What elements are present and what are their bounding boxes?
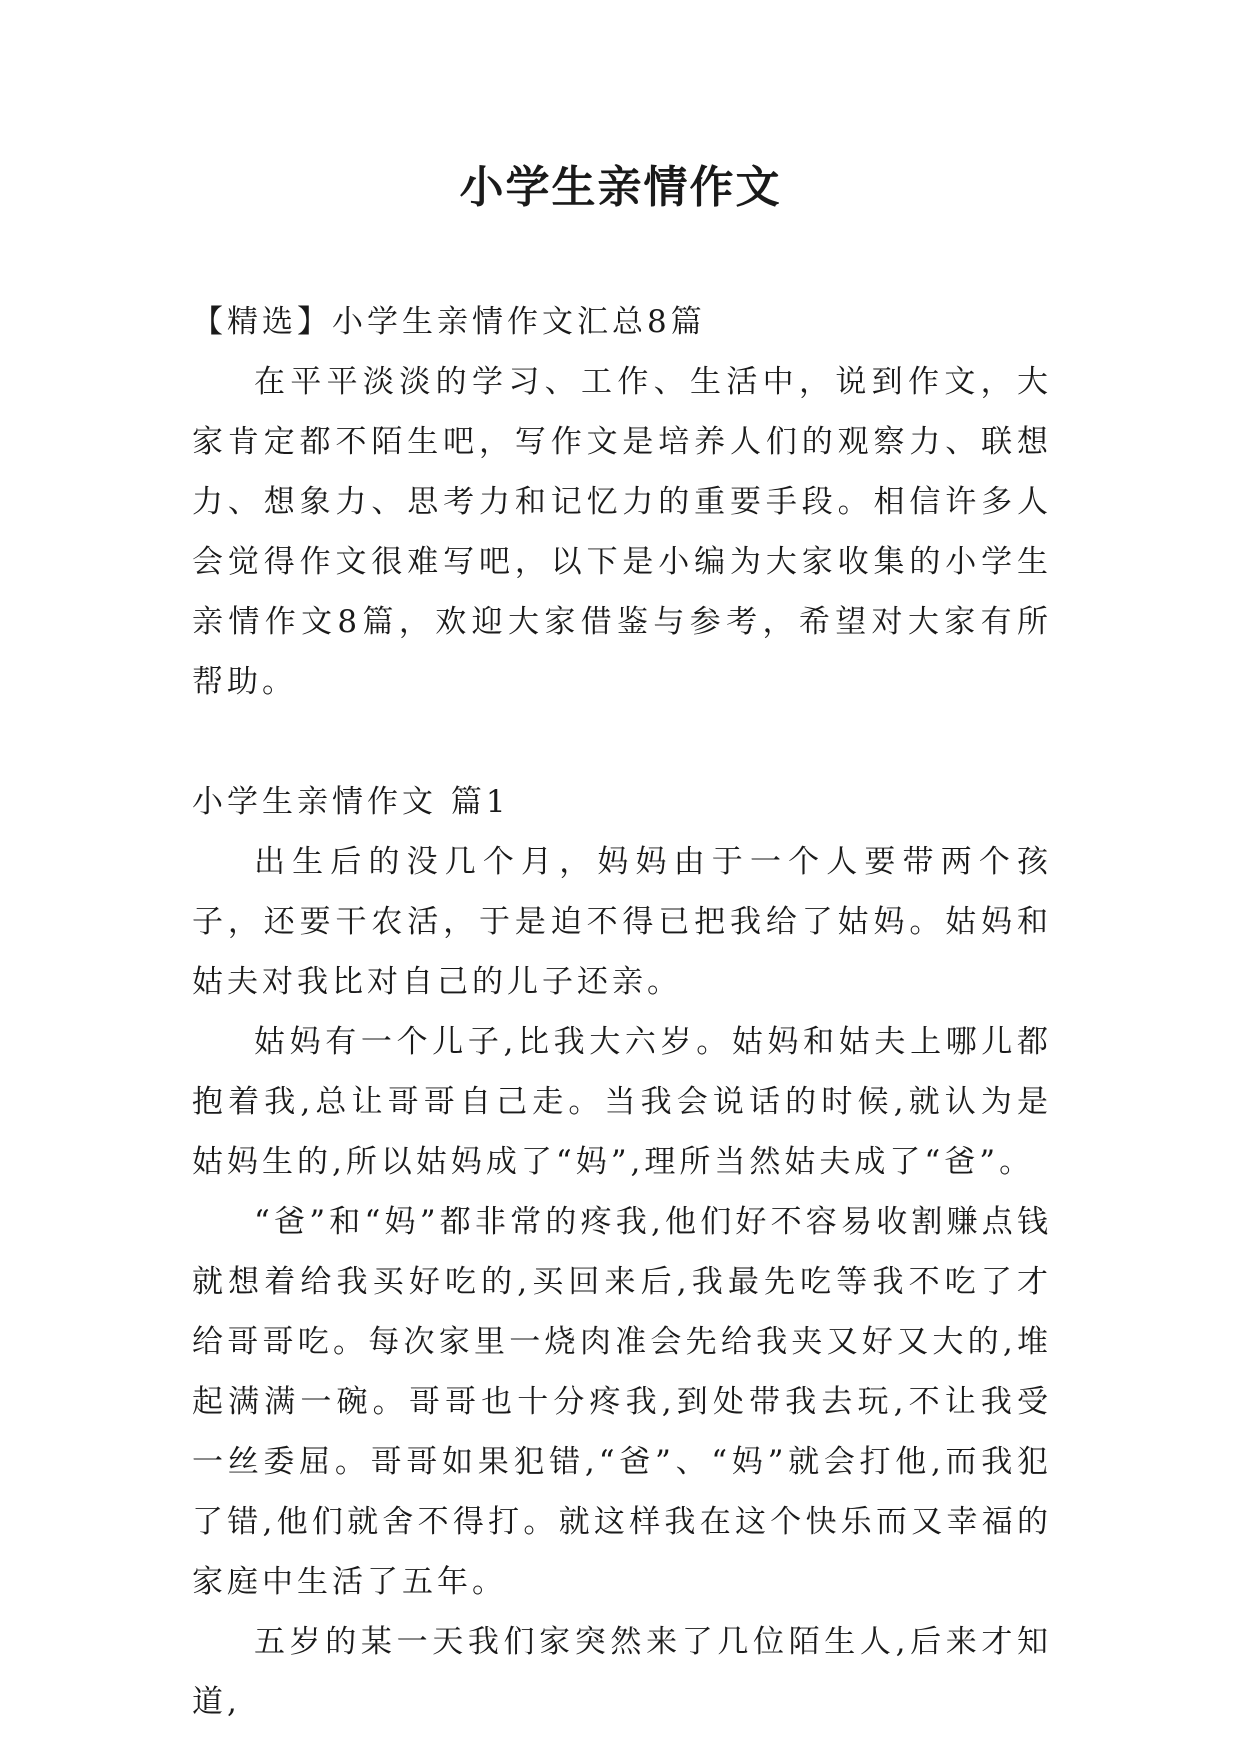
page-title: 小学生亲情作文 xyxy=(459,162,782,213)
body-paragraph: 姑妈有一个儿子,比我大六岁。姑妈和姑夫上哪儿都抱着我,总让哥哥自己走。当我会说话的时候,就认为是姑妈生的,所以姑妈成了“妈”,理所当然姑夫成了“爸”。 xyxy=(192,1024,1052,1180)
body-paragraph: 五岁的某一天我们家突然来了几位陌生人,后来才知道, xyxy=(192,1624,1052,1720)
section-spacer xyxy=(192,712,1052,772)
section-heading: 小学生亲情作文 篇1 xyxy=(192,784,510,820)
document-subtitle: 【精选】小学生亲情作文汇总8篇 xyxy=(192,304,706,340)
body-paragraph: “爸”和“妈”都非常的疼我,他们好不容易收割赚点钱就想着给我买好吃的,买回来后,我最先吃等我不吃了才给哥哥吃。每次家里一烧肉准会先给我夹又好又大的,堆起满满一碗。哥哥也十分疼我,到处带我去玩,不让我受一丝委屈。哥哥如果犯错,“爸”、“妈”就会打他,而我犯了错,他们就舍不得打。就这样我在这个快乐而又幸福的家庭中生活了五年。 xyxy=(192,1204,1052,1600)
document-body xyxy=(192,292,1052,1732)
body-paragraph: 出生后的没几个月，妈妈由于一个人要带两个孩子，还要干农活，于是迫不得已把我给了姑妈。姑妈和姑夫对我比对自己的儿子还亲。 xyxy=(192,844,1052,1000)
intro-paragraph: 在平平淡淡的学习、工作、生活中，说到作文，大家肯定都不陌生吧，写作文是培养人们的观察力、联想力、想象力、思考力和记忆力的重要手段。相信许多人会觉得作文很难写吧，以下是小编为大家收集的小学生亲情作文8篇，欢迎大家借鉴与参考，希望对大家有所帮助。 xyxy=(192,364,1052,700)
